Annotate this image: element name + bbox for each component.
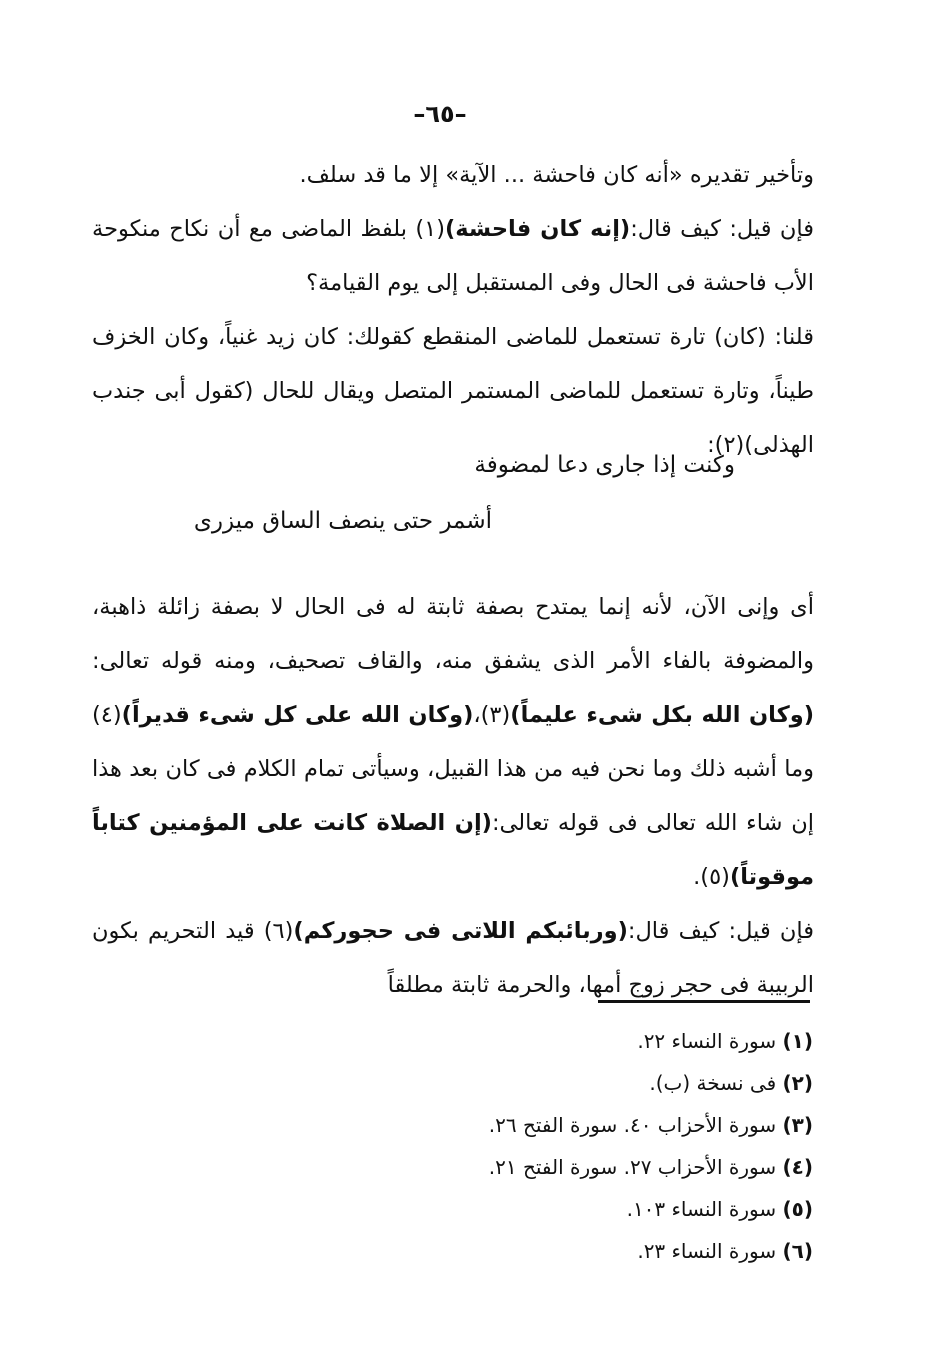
footnotes	[293, 1020, 813, 1272]
question-intro: فإن قيل: كيف قال:	[627, 918, 814, 944]
footnote-separator	[598, 1000, 810, 1003]
quran-quote: (وكان الله على كل شىء قديراً)	[121, 702, 474, 728]
footnote	[293, 1062, 813, 1104]
answer-text: قلنا: (كان) تارة تستعمل للماضى المنقطع كقولك: كان زيد غنياً، وكان الخزف طيناً، وتارة تستعمل للماضى المستمر المتصل ويقال للحال (كقول أبى جندب الهذلى)(٢):	[92, 324, 814, 458]
quran-quote: (إنه كان فاحشة)	[445, 216, 631, 242]
footnote	[293, 1104, 813, 1146]
footnote-number: (٣)	[782, 1113, 813, 1137]
footnote	[293, 1188, 813, 1230]
explanation-text: أى وإنى الآن، لأنه إنما يمتدح بصفة ثابتة له فى الحال لا بصفة زائلة ذاهبة، والمضوفة بالفاء الأمر الذى يشفق منه، والقاف تصحيف، ومنه قوله تعالى:	[92, 594, 814, 674]
question-text: (١) بلفظ الماضى مع أن نكاح منكوحة الأب فاحشة فى الحال وفى المستقبل إلى يوم القيامة؟	[92, 216, 814, 296]
footnote-ref: (٥).	[693, 864, 730, 890]
quran-quote: (وربائبكم اللاتى فى حجوركم)	[293, 918, 628, 944]
footnote-ref: (٣)،	[473, 702, 511, 728]
footnote-number: (٢)	[782, 1071, 813, 1095]
paragraph-intro	[92, 148, 814, 202]
footnote-text: سورة الأحزاب ٢٧. سورة الفتح ٢١.	[488, 1155, 777, 1179]
paragraph-question-2	[92, 904, 814, 1012]
footnote-number: (٦)	[782, 1239, 813, 1263]
poetry-verse-line-2: أشمر حتى ينصف الساق ميزرى	[193, 508, 492, 534]
footnote-text: فى نسخة (ب).	[649, 1071, 777, 1095]
footnote-number: (٤)	[782, 1155, 813, 1179]
main-text	[92, 148, 814, 1012]
question-text: (٦) قيد التحريم بكون الربيبة فى حجر زوج أمها، والحرمة ثابتة مطلقاً	[92, 918, 814, 998]
page-number: –٦٥–	[413, 100, 467, 128]
paragraph-question-1	[92, 202, 814, 310]
footnote-number: (١)	[782, 1029, 813, 1053]
explanation-text: (٤) وما أشبه ذلك وما نحن فيه من هذا القبيل، وسيأتى تمام الكلام فى كان بعد هذا إن شاء الله تعالى فى قوله تعالى:	[92, 702, 814, 836]
poetry-verse-line-1: وكنت إذا جارى دعا لمضوفة	[474, 452, 735, 478]
question-intro: فإن قيل: كيف قال:	[630, 216, 815, 242]
footnote-text: سورة النساء ٢٣.	[637, 1239, 777, 1263]
footnote-number: (٥)	[782, 1197, 813, 1221]
footnote	[293, 1146, 813, 1188]
footnote-text: سورة النساء ١٠٣.	[626, 1197, 777, 1221]
quran-quote: (إن الصلاة كانت على المؤمنين كتاباً موقوتاً)	[92, 810, 814, 890]
text-line: وتأخير تقديره «أنه كان فاحشة ... الآية» إلا ما قد سلف.	[299, 162, 814, 188]
paragraph-answer	[92, 310, 814, 472]
quran-quote: (وكان الله بكل شىء عليماً)	[510, 702, 814, 728]
paragraph-explanation	[92, 580, 814, 904]
footnote	[293, 1230, 813, 1272]
footnote-text: سورة النساء ٢٢.	[637, 1029, 777, 1053]
footnote	[293, 1020, 813, 1062]
footnote-text: سورة الأحزاب ٤٠. سورة الفتح ٢٦.	[488, 1113, 777, 1137]
